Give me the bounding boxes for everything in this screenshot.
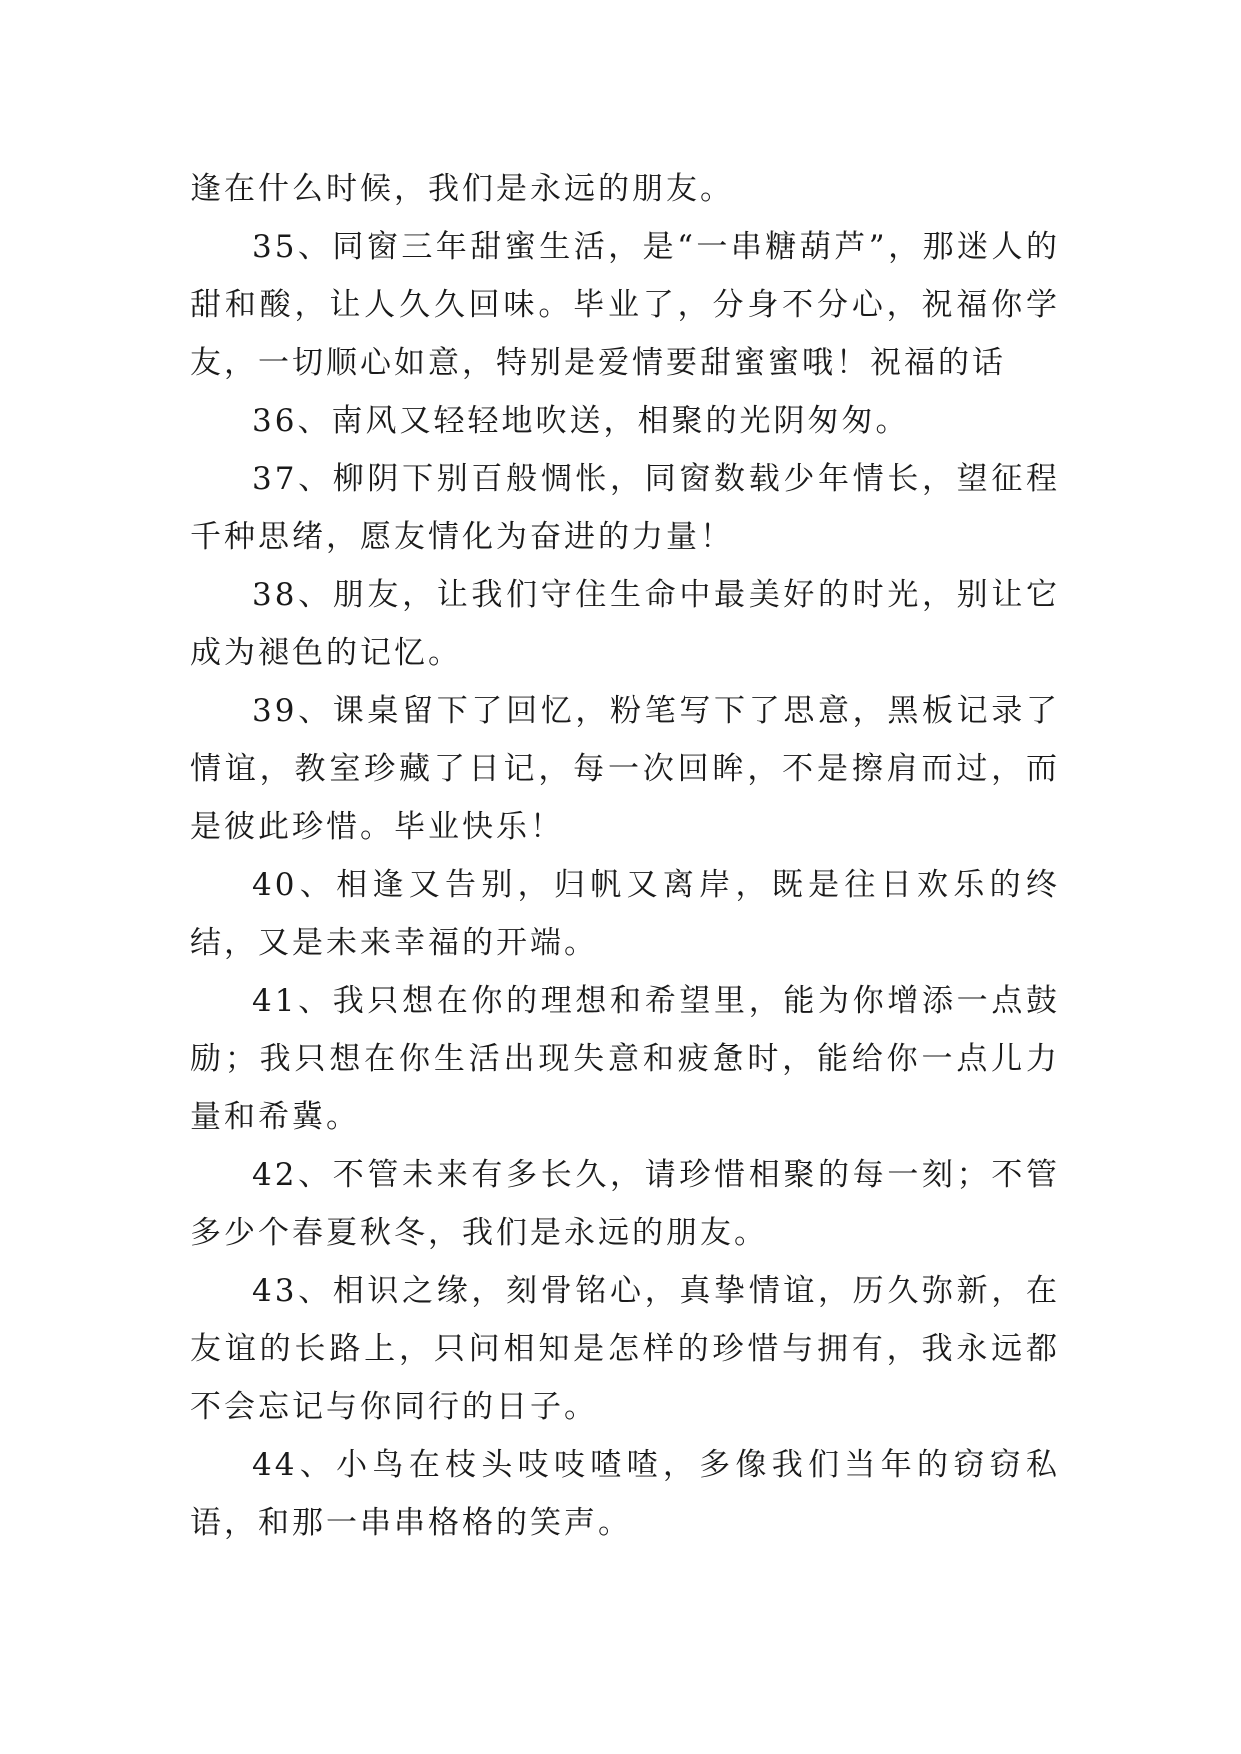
paragraph-43: 43、相识之缘，刻骨铭心，真挚情谊，历久弥新，在友谊的长路上，只问相知是怎样的珍惜与拥有，我永远都不会忘记与你同行的日子。 xyxy=(190,1273,1060,1425)
paragraph-continuation: 逢在什么时候，我们是永远的朋友。 xyxy=(190,171,734,207)
paragraph-35: 35、同窗三年甜蜜生活，是“一串糖葫芦”，那迷人的甜和酸，让人久久回味。毕业了，分身不分心，祝福你学友，一切顺心如意，特别是爱情要甜蜜蜜哦！祝福的话 xyxy=(190,229,1060,381)
document-body xyxy=(190,160,1060,1552)
paragraph-42: 42、不管未来有多长久，请珍惜相聚的每一刻；不管多少个春夏秋冬，我们是永远的朋友。 xyxy=(190,1157,1060,1251)
paragraph-41: 41、我只想在你的理想和希望里，能为你增添一点鼓励；我只想在你生活出现失意和疲惫时，能给你一点儿力量和希冀。 xyxy=(190,983,1060,1135)
paragraph-40: 40、相逢又告别，归帆又离岸，既是往日欢乐的终结，又是未来幸福的开端。 xyxy=(190,867,1060,961)
paragraph-44: 44、小鸟在枝头吱吱喳喳，多像我们当年的窃窃私语，和那一串串格格的笑声。 xyxy=(190,1447,1060,1541)
paragraph-38: 38、朋友，让我们守住生命中最美好的时光，别让它成为褪色的记忆。 xyxy=(190,577,1060,671)
paragraph-36: 36、南风又轻轻地吹送，相聚的光阴匆匆。 xyxy=(252,403,910,439)
paragraph-37: 37、柳阴下别百般惆怅，同窗数载少年情长，望征程千种思绪，愿友情化为奋进的力量！ xyxy=(190,461,1060,555)
paragraph-39: 39、课桌留下了回忆，粉笔写下了思意，黑板记录了情谊，教室珍藏了日记，每一次回眸，不是擦肩而过，而是彼此珍惜。毕业快乐！ xyxy=(190,693,1060,845)
